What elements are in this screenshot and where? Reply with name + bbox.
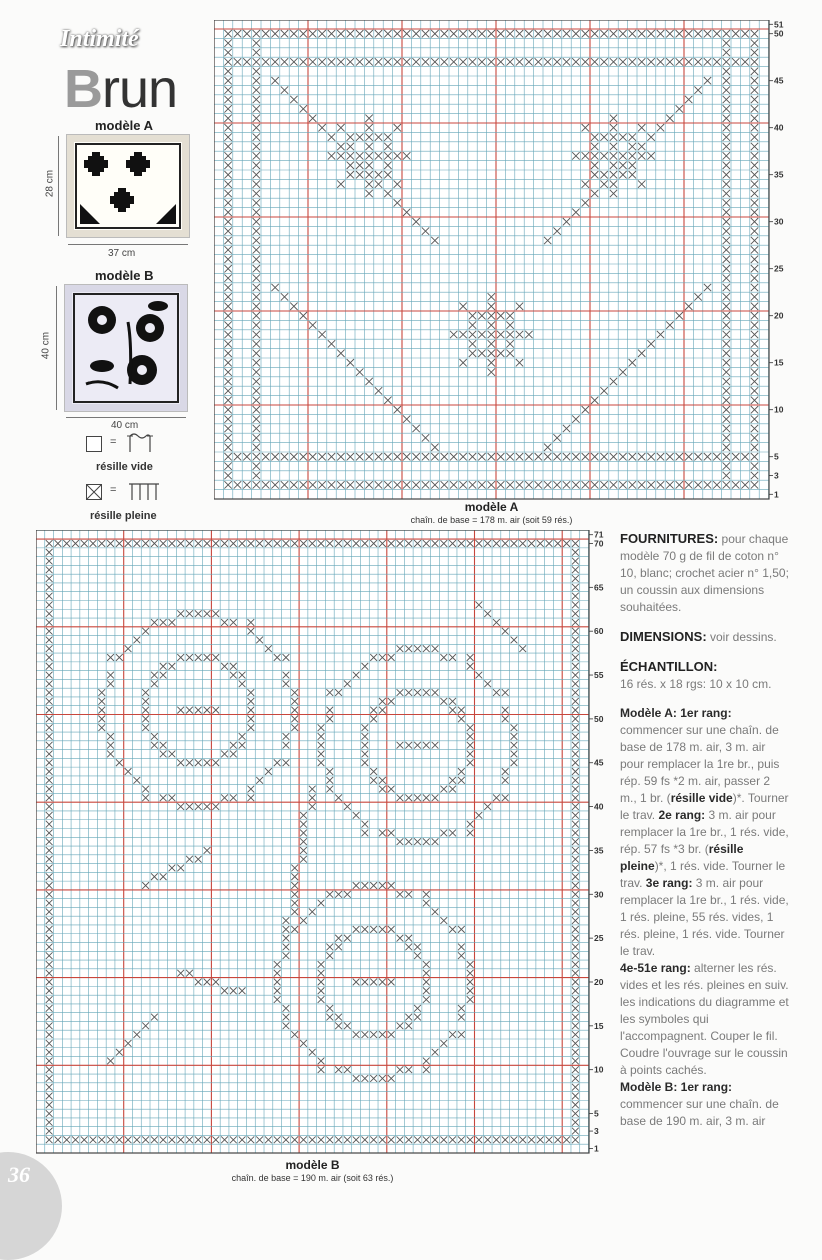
model-b-row1-text: commencer sur une chaîn. de base de 190 m. air, 3 m. air [620, 1097, 779, 1128]
row-number-label: 35 [774, 169, 784, 180]
page-number: 36 [8, 1162, 30, 1187]
row-number-label: 5 [594, 1108, 599, 1119]
thumb-b-image [64, 284, 188, 412]
row-number-label: 20 [774, 310, 784, 321]
row-number-label: 45 [594, 757, 604, 768]
thumb-b-motif [72, 292, 180, 404]
model-a-row3-text: 3 m. air pour remplacer la 1re br., 1 rés. vide, 1 rés. pleine, 55 rés. vides, 1 rés. pleine, 1 rés. vide. Tourner le trav. [620, 876, 789, 958]
row-number-label: 15 [594, 1020, 604, 1031]
row-number-label: 50 [594, 713, 604, 724]
series-title: Intimité [60, 26, 139, 52]
row-number-label: 25 [594, 933, 604, 944]
thumb-a-height: 28 cm [44, 169, 56, 198]
model-a-row4-heading: 4e-51e rang: [620, 961, 691, 975]
row-number-label: 20 [594, 976, 604, 987]
legend-full-label: résille pleine [90, 510, 157, 522]
title-first-letter: B [64, 59, 102, 119]
row-number-label: 50 [774, 28, 784, 39]
thumb-a-width: 37 cm [108, 248, 136, 259]
row-number-label: 51 [774, 20, 784, 30]
thumb-a-label: modèle A [95, 118, 154, 133]
model-a-row2-text: 3 m. air pour remplacer la 1re br., 1 rés. vide, rép. 57 fs *3 br. ( [620, 808, 789, 856]
thumb-a-image [66, 134, 190, 238]
row-number-label: 71 [594, 530, 604, 540]
instructions-column [620, 530, 790, 1130]
model-b-row1-heading: Modèle B: 1er rang: [620, 1080, 733, 1094]
row-number-label: 70 [594, 538, 604, 549]
thumb-b-width-line [66, 417, 186, 418]
fournitures-text: pour chaque modèle 70 g de fil de coton n° 10, blanc; crochet acier n° 1,50; un coussin aux dimensions souhaitées. [620, 532, 789, 614]
row-number-label: 35 [594, 845, 604, 856]
thumb-b-width: 40 cm [111, 420, 139, 431]
legend-equals-2: = [110, 484, 117, 496]
row-number-label: 25 [774, 263, 784, 274]
model-a-row2-end: )*, 1 rés. vide. Tourner le trav. [620, 859, 786, 890]
row-number-label: 65 [594, 582, 604, 593]
row-number-label: 3 [594, 1126, 599, 1137]
thumb-a-height-line [58, 136, 59, 236]
empty-mesh-stitch-icon [126, 432, 154, 454]
chart-a-title: modèle A [464, 500, 519, 514]
full-mesh-stitch-icon [128, 480, 162, 502]
row-number-label: 1 [594, 1143, 599, 1154]
row-number-label: 15 [774, 357, 784, 368]
model-a-row1-bold: résille vide [670, 791, 733, 805]
row-number-label: 10 [594, 1064, 604, 1075]
row-number-label: 45 [774, 75, 784, 86]
chart-a-grid [214, 20, 804, 502]
row-number-label: 60 [594, 626, 604, 637]
row-number-label: 10 [774, 404, 784, 415]
dimensions-heading: DIMENSIONS: [620, 629, 707, 644]
pattern-title [64, 60, 177, 118]
full-mesh-symbol [86, 484, 102, 500]
chart-a-subtitle: chaîn. de base = 178 m. air (soit 59 rés.) [410, 515, 573, 525]
row-number-label: 3 [774, 470, 779, 481]
model-a-row1-end: )*. Tourner le trav. [620, 791, 789, 822]
legend-empty-label: résille vide [96, 461, 153, 473]
dimensions-text: voir dessins. [706, 630, 777, 644]
echantillon-heading: ÉCHANTILLON: [620, 659, 718, 674]
model-a-row3-heading: 3e rang: [645, 876, 693, 890]
thumb-a-width-line [68, 244, 188, 245]
legend-equals-1: = [110, 436, 117, 448]
chart-b-subtitle: chaîn. de base = 190 m. air (soit 63 rés.) [231, 1173, 394, 1183]
model-a-row1-heading: Modèle A: 1er rang: [620, 706, 732, 720]
thumb-b-label: modèle B [95, 268, 154, 283]
thumb-b-height: 40 cm [40, 331, 52, 360]
row-number-label: 1 [774, 489, 779, 500]
chart-b-title: modèle B [285, 1158, 340, 1172]
row-number-label: 40 [594, 801, 604, 812]
model-a-row2-heading: 2e rang: [658, 808, 706, 822]
model-a-row2-bold: résille pleine [620, 842, 744, 873]
row-number-label: 30 [594, 889, 604, 900]
title-rest: run [102, 59, 178, 119]
chart-b-grid [36, 530, 618, 1160]
row-number-label: 55 [594, 670, 604, 681]
echantillon-text: 16 rés. x 18 rgs: 10 x 10 cm. [620, 677, 772, 691]
thumb-a-motif [74, 142, 182, 230]
model-a-row4-text: alterner les rés. vides et les rés. pleines en suiv. les indications du diagramme et les symboles qui l'accompagnent. Couper le fil. Coudre l'ouvrage sur le coussin à points cachés. [620, 961, 789, 1077]
model-a-row1-text: commencer sur une chaîn. de base de 178 m. air, 3 m. air pour remplacer la 1re br., puis rép. 59 fs *2 m. air, passer 2 m., 1 br. ( [620, 723, 780, 805]
empty-mesh-symbol [86, 436, 102, 452]
fournitures-heading: FOURNITURES: [620, 531, 719, 546]
row-number-label: 30 [774, 216, 784, 227]
thumb-b-height-line [56, 286, 57, 410]
row-number-label: 5 [774, 451, 779, 462]
row-number-label: 40 [774, 122, 784, 133]
